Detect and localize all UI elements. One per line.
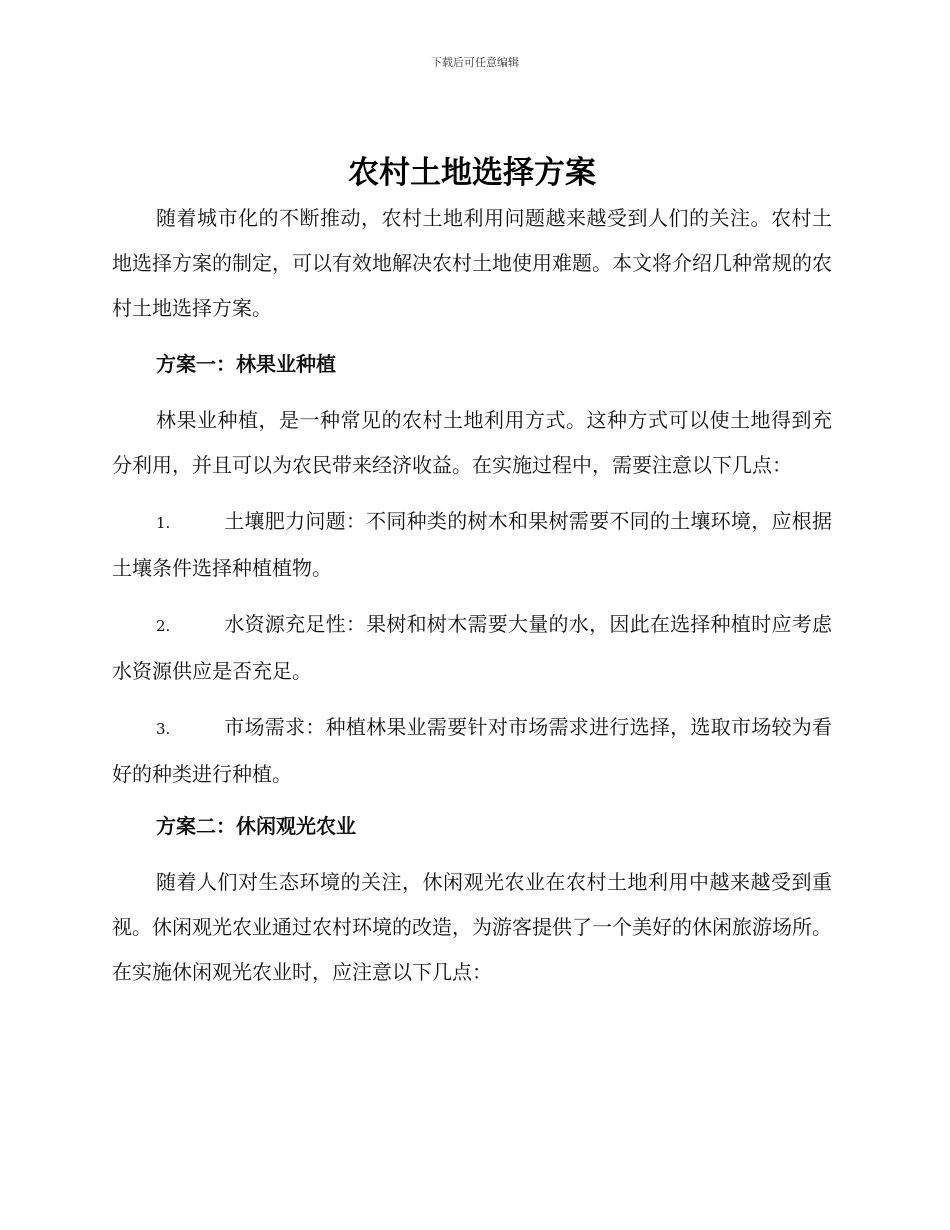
list-item-number: 3. xyxy=(156,720,171,738)
document-title: 农村土地选择方案 xyxy=(348,155,596,191)
list-item-text: 水资源充足性：果树和树木需要大量的水，因此在选择种植时应考虑水资源供应是否充足。 xyxy=(112,612,832,683)
list-item xyxy=(112,499,832,591)
page-header-note: 下载后可任意编辑 xyxy=(431,56,519,69)
list-item-text: 土壤肥力问题：不同种类的树木和果树需要不同的土壤环境，应根据土壤条件选择种植植物。 xyxy=(112,509,832,580)
list-item-number: 1. xyxy=(156,514,171,532)
list-item-number: 2. xyxy=(156,617,171,635)
section-heading-1: 方案一：林果业种植 xyxy=(156,352,336,376)
section-1-paragraph: 林果业种植，是一种常见的农村土地利用方式。这种方式可以使土地得到充分利用，并且可以为农民带来经济收益。在实施过程中，需要注意以下几点： xyxy=(112,408,832,477)
list-item-text: 市场需求：种植林果业需要针对市场需求进行选择，选取市场较为看好的种类进行种植。 xyxy=(112,715,832,786)
section-2-paragraph: 随着人们对生态环境的关注，休闲观光农业在农村土地利用中越来越受到重视。休闲观光农业通过农村环境的改造，为游客提供了一个美好的休闲旅游场所。在实施休闲观光农业时，应注意以下几点： xyxy=(112,870,832,984)
list-item xyxy=(112,705,832,797)
list-item xyxy=(112,602,832,694)
intro-paragraph: 随着城市化的不断推动，农村土地利用问题越来越受到人们的关注。农村土地选择方案的制定，可以有效地解决农村土地使用难题。本文将介绍几种常规的农村土地选择方案。 xyxy=(112,206,832,320)
section-heading-2: 方案二：休闲观光农业 xyxy=(156,814,356,838)
document-body xyxy=(112,150,832,995)
